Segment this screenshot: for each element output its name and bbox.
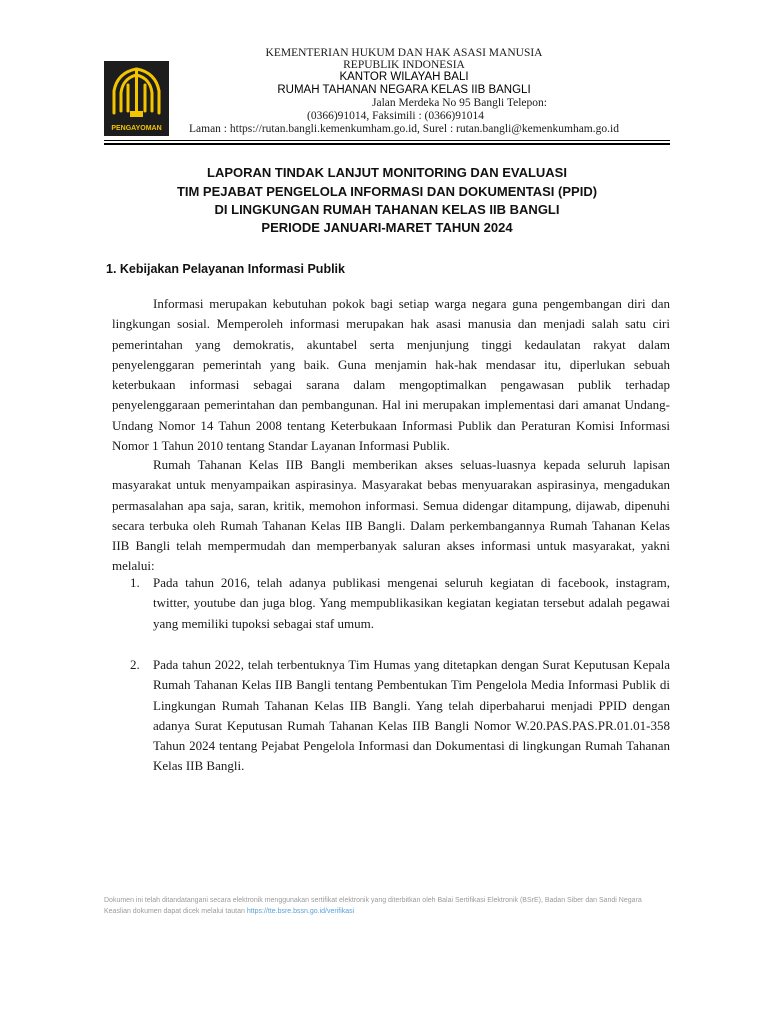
e-signature-notice: [104, 895, 694, 917]
e-signature-statement: Dokumen ini telah ditandatangani secara elektronik menggunakan sertifikat elektronik yang diterbitkan oleh Balai Sertifikasi Elektronik (BSrE), Badan Siber dan Sandi Negara: [104, 897, 642, 904]
ministry-name: KEMENTERIAN HUKUM DAN HAK ASASI MANUSIA: [265, 47, 543, 59]
svg-text:PENGAYOMAN: PENGAYOMAN: [111, 125, 162, 132]
verification-text: Keaslian dokumen dapat dicek melalui tautan: [104, 908, 245, 915]
verification-line: [104, 906, 694, 917]
paragraph-access: Rumah Tahanan Kelas IIB Bangli memberikan akses seluas-luasnya kepada seluruh lapisan masyarakat untuk menyampaikan aspirasinya. Masyarakat bebas menyuarakan aspirasinya, mengadukan permasalahan apa saja, saran, kritik, memohon informasi. Semua didengar ditampung, dijawab, dipenuhi secara terbuka oleh Rumah Tahanan Kelas IIB Bangli. Dalam perkembangannya Rumah Tahanan Kelas IIB Bangli telah mempermudah dan memperbanyak saluran akses informasi untuk masyarakat, yakni melalui:: [112, 457, 670, 574]
list-item-number: 1.: [130, 575, 140, 590]
list-item-text: Pada tahun 2022, telah terbentuknya Tim Humas yang ditetapkan dengan Surat Keputusan Kepala Rumah Tahanan Kelas IIB Bangli tentang Pembentukan Tim Pengelola Media Informasi Publik di Lingkungan Rumah Tahanan Kelas IIB Bangli. Yang telah diperbaharui menjadi PPID dengan adanya Surat Keputusan Rumah Tahanan Kelas IIB Bangli Nomor W.20.PAS.PAS.PR.01.01-358 Tahun 2024 tentang Pejabat Pengelola Informasi dan Dokumentasi di lingkungan Rumah Tahanan Kelas IIB Bangli.: [153, 657, 670, 774]
address: Jalan Merdeka No 95 Bangli Telepon:: [372, 97, 547, 109]
paragraph-intro: Informasi merupakan kebutuhan pokok bagi setiap warga negara guna pengembangan diri dan lingkungan sosial. Memperoleh informasi merupakan hak asasi manusia dan menjadi salah satu ciri pemerintahan yang demokratis, akuntabel serta menjunjung tinggi kedaulatan rakyat dalam penyelenggaran pemerintah yang baik. Guna menjamin hak-hak mendasar itu, diperlukan sebuah keterbukaan informasi sebagai sarana dalam mengoptimalkan pengawasan publik terhadap penyelenggaraan pemerintahan dan pembangunan. Hal ini merupakan implementasi dari amanat Undang- Undang Nomor 14 Tahun 2008 tentang Keterbukaan Informasi Publik dan Peraturan Komisi Informasi Nomor 1 Tahun 2010 tentang Standar Layanan Informasi Publik.: [112, 296, 670, 454]
list-item-number: 2.: [130, 657, 140, 672]
country-name: REPUBLIK INDONESIA: [343, 59, 465, 71]
phone-fax: (0366)91014, Faksimili : (0366)91014: [307, 110, 484, 122]
list-item: [112, 655, 670, 777]
header-divider-thin: [104, 140, 670, 141]
report-title-line-4: PERIODE JANUARI-MARET TAHUN 2024: [261, 220, 513, 235]
list-item: [112, 573, 670, 634]
report-title-line-1: LAPORAN TINDAK LANJUT MONITORING DAN EVALUASI: [207, 165, 567, 180]
pengayoman-logo: [104, 61, 169, 136]
regional-office-name: KANTOR WILAYAH BALI: [339, 71, 469, 83]
report-title-line-3: DI LINGKUNGAN RUMAH TAHANAN KELAS IIB BANGLI: [214, 202, 560, 217]
institution-name: RUMAH TAHANAN NEGARA KELAS IIB BANGLI: [277, 84, 531, 96]
banyan-tree-emblem-icon: [104, 61, 169, 136]
report-title-line-2: TIM PEJABAT PENGELOLA INFORMASI DAN DOKUMENTASI (PPID): [176, 184, 598, 199]
verification-link[interactable]: https://tte.bsre.bssn.go.id/verifikasi: [246, 908, 355, 915]
section-heading: 1. Kebijakan Pelayanan Informasi Publik: [106, 262, 345, 276]
header-divider-thick: [104, 143, 670, 145]
list-item-text: Pada tahun 2016, telah adanya publikasi mengenai seluruh kegiatan di facebook, instagram, twitter, youtube dan juga blog. Yang mempublikasikan kegiatan kegiatan tersebut adalah pegawai yang memiliki tupoksi sebagai staf umum.: [153, 575, 670, 631]
website-email: Laman : https://rutan.bangli.kemenkumham.go.id, Surel : rutan.bangli@kemenkumham.go.id: [189, 123, 619, 135]
